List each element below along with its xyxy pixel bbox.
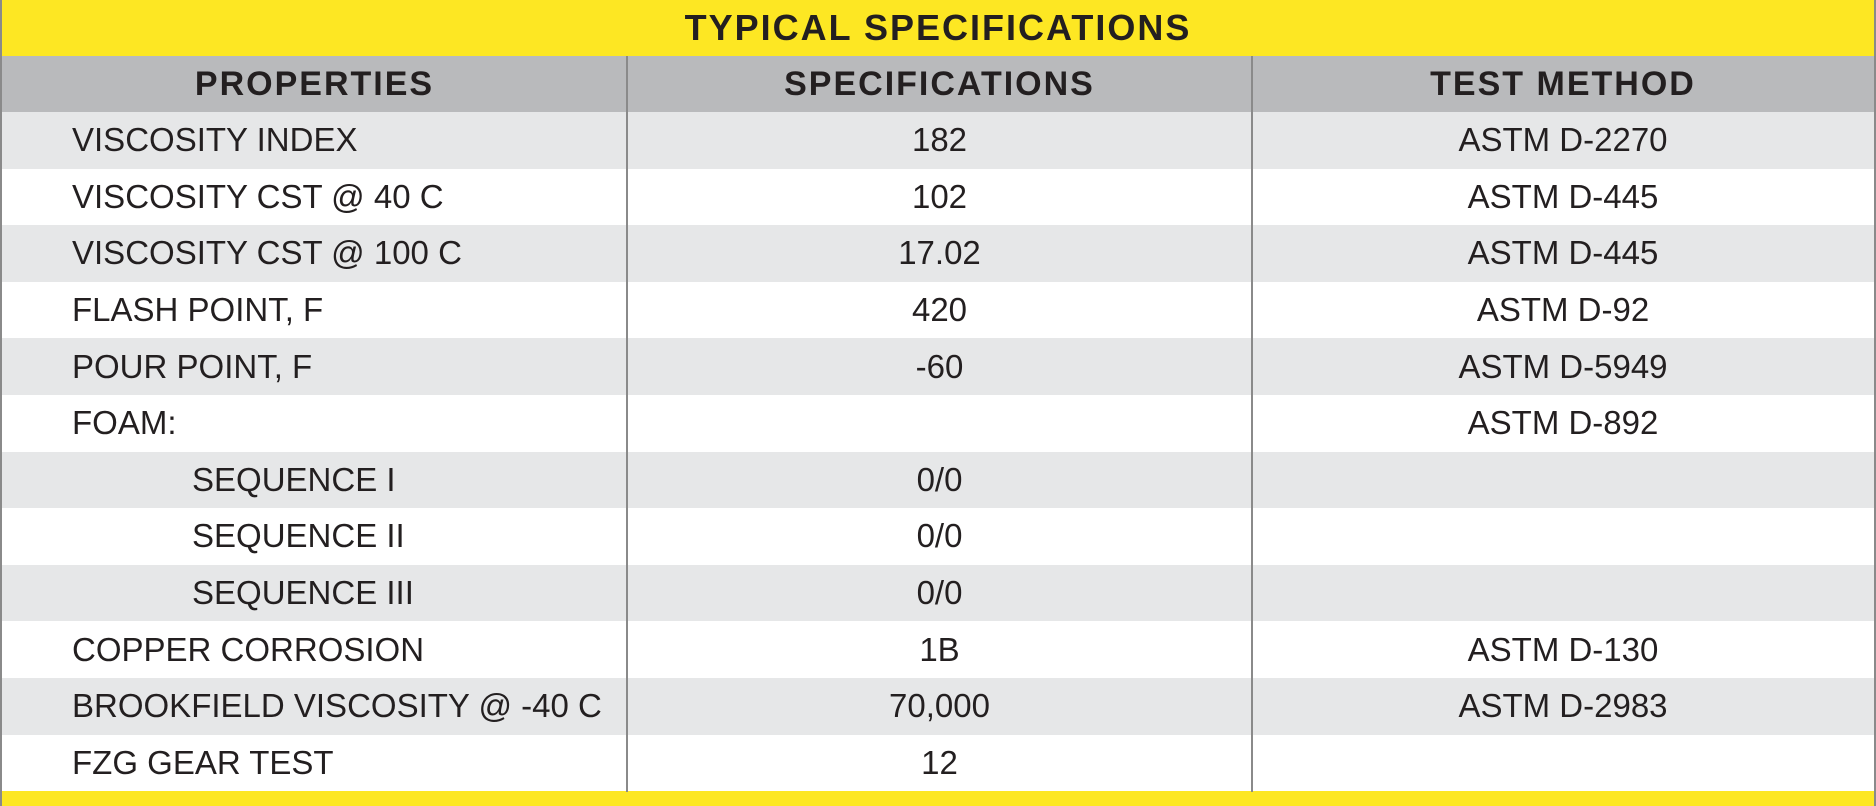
- cell-property: SEQUENCE III: [192, 574, 414, 612]
- table-row: [2, 112, 1874, 169]
- cell-property: POUR POINT, F: [72, 347, 313, 385]
- cell-test-method: ASTM D-130: [1467, 630, 1659, 668]
- cell-test-method: ASTM D-5949: [1458, 347, 1668, 385]
- cell-property: SEQUENCE I: [192, 460, 396, 498]
- header-specifications: SPECIFICATIONS: [784, 64, 1095, 103]
- cell-specification: 12: [921, 743, 958, 781]
- cell-test-method: ASTM D-445: [1467, 177, 1659, 215]
- cell-test-method: [1252, 452, 1874, 509]
- cell-specification: 1B: [919, 630, 960, 668]
- table-row: [2, 565, 1874, 622]
- cell-property: FZG GEAR TEST: [72, 743, 334, 781]
- cell-property: FOAM:: [72, 404, 177, 442]
- cell-specification: 17.02: [898, 234, 981, 272]
- table-row: [2, 508, 1874, 565]
- cell-test-method: [1252, 735, 1874, 792]
- header-test-method: TEST METHOD: [1430, 64, 1696, 103]
- cell-property: FLASH POINT, F: [72, 291, 324, 329]
- cell-test-method: ASTM D-445: [1467, 234, 1659, 272]
- table-row: [2, 678, 1874, 735]
- table-row: [2, 735, 1874, 792]
- bottom-accent-bar: [2, 792, 1874, 806]
- cell-property: COPPER CORROSION: [72, 630, 425, 668]
- header-properties: PROPERTIES: [194, 64, 435, 103]
- cell-specification: 0/0: [916, 460, 963, 498]
- cell-specification: [627, 395, 1252, 452]
- cell-property: BROOKFIELD VISCOSITY @ -40 C: [72, 687, 602, 725]
- cell-property: VISCOSITY INDEX: [72, 121, 358, 159]
- cell-specification: -60: [915, 347, 964, 385]
- column-divider: [626, 56, 628, 792]
- cell-test-method: ASTM D-2270: [1458, 121, 1668, 159]
- table-row: [2, 225, 1874, 282]
- header-row: [2, 56, 1874, 112]
- cell-specification: 0/0: [916, 517, 963, 555]
- cell-property: VISCOSITY CST @ 100 C: [72, 234, 462, 272]
- table-title: TYPICAL SPECIFICATIONS: [2, 0, 1874, 56]
- cell-test-method: ASTM D-2983: [1458, 687, 1668, 725]
- cell-specification: 0/0: [916, 574, 963, 612]
- table-row: [2, 169, 1874, 226]
- cell-specification: 420: [911, 291, 968, 329]
- cell-property: VISCOSITY CST @ 40 C: [72, 177, 444, 215]
- cell-test-method: [1252, 508, 1874, 565]
- cell-specification: 70,000: [889, 687, 990, 725]
- table-row: [2, 452, 1874, 509]
- cell-test-method: [1252, 565, 1874, 622]
- cell-specification: 102: [911, 177, 968, 215]
- table-row: [2, 282, 1874, 339]
- column-divider: [1251, 56, 1253, 792]
- cell-test-method: ASTM D-892: [1467, 404, 1659, 442]
- table-row: [2, 395, 1874, 452]
- table-body: [2, 112, 1874, 791]
- cell-specification: 182: [911, 121, 968, 159]
- table-row: [2, 338, 1874, 395]
- cell-test-method: ASTM D-92: [1476, 291, 1650, 329]
- cell-property: SEQUENCE II: [192, 517, 405, 555]
- table-row: [2, 621, 1874, 678]
